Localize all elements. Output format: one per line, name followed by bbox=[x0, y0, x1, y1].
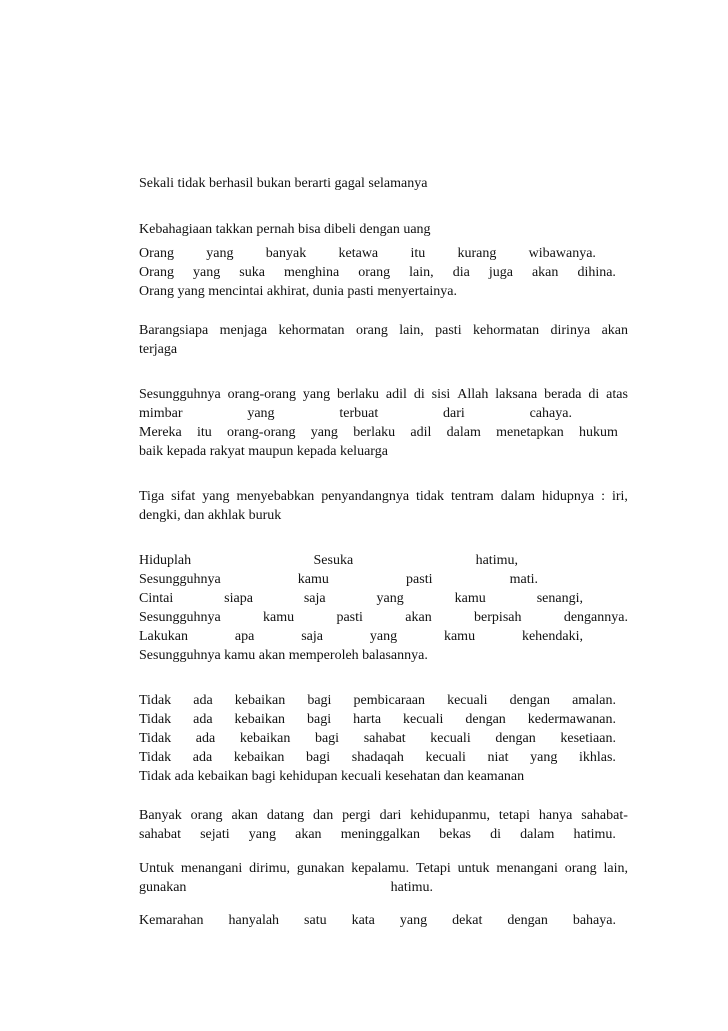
text-line bbox=[139, 912, 616, 932]
word: kamu bbox=[263, 610, 295, 625]
word: hatimu. bbox=[573, 827, 616, 842]
word: lain, bbox=[399, 323, 424, 338]
text-line bbox=[139, 488, 628, 508]
word: Tidak bbox=[139, 750, 172, 765]
word: tetapi bbox=[498, 808, 530, 823]
word: atas bbox=[606, 387, 628, 402]
word: akan bbox=[405, 610, 432, 625]
text-line: Orang yang mencintai akhirat, dunia pasti menyertainya. bbox=[139, 284, 458, 299]
word: akan bbox=[295, 827, 322, 842]
word: sahabat bbox=[363, 731, 406, 746]
word: banyak bbox=[265, 246, 307, 261]
word: menyebabkan bbox=[236, 489, 315, 504]
text-line bbox=[139, 628, 583, 648]
word: shadaqah bbox=[351, 750, 404, 765]
text-line bbox=[139, 879, 433, 899]
word: kebaikan bbox=[234, 712, 286, 727]
word: Sesungguhnya bbox=[139, 610, 221, 625]
text-line bbox=[139, 692, 616, 712]
word: akan bbox=[231, 808, 258, 823]
word: Untuk bbox=[139, 861, 174, 876]
word: apa bbox=[234, 629, 255, 644]
word: menghina bbox=[283, 265, 340, 280]
text-line bbox=[139, 552, 518, 572]
word: dengan bbox=[507, 913, 548, 928]
word: sahabat bbox=[139, 827, 181, 842]
word: yang bbox=[302, 387, 331, 402]
word: saja bbox=[303, 591, 326, 606]
word: bagi bbox=[307, 693, 332, 708]
word: ada bbox=[193, 693, 213, 708]
word: berlaku bbox=[337, 387, 380, 402]
word: Mereka bbox=[139, 425, 182, 440]
word: Kemarahan bbox=[139, 913, 204, 928]
word: yang bbox=[530, 750, 558, 765]
text-line: baik kepada rakyat maupun kepada keluarga bbox=[139, 444, 388, 459]
word: kebaikan bbox=[233, 750, 285, 765]
word: bahaya. bbox=[572, 913, 616, 928]
word: menangani bbox=[180, 861, 243, 876]
word: dirimu, bbox=[249, 861, 291, 876]
word: dan bbox=[313, 808, 334, 823]
word: orang bbox=[190, 808, 223, 823]
word: orang bbox=[564, 861, 597, 876]
word: ada bbox=[193, 712, 213, 727]
text-line bbox=[139, 826, 616, 846]
word: harta bbox=[353, 712, 382, 727]
word: kurang bbox=[457, 246, 497, 261]
word: Orang bbox=[139, 246, 174, 261]
word: lain, bbox=[603, 861, 628, 876]
word: ketawa bbox=[338, 246, 379, 261]
text-line bbox=[139, 322, 628, 342]
text-line: Sesungguhnya kamu akan memperoleh balasannya. bbox=[139, 648, 428, 663]
word: bagi bbox=[306, 750, 331, 765]
word: berpisah bbox=[474, 610, 522, 625]
word: cahaya. bbox=[529, 406, 572, 421]
word: : bbox=[601, 489, 605, 504]
text-line bbox=[139, 264, 616, 284]
word: satu bbox=[304, 913, 327, 928]
word: penyandangnya bbox=[321, 489, 410, 504]
word: hatimu, bbox=[475, 553, 518, 568]
text-line bbox=[139, 711, 616, 731]
text-line bbox=[139, 730, 616, 750]
word: tidak bbox=[416, 489, 445, 504]
text-line bbox=[139, 386, 628, 406]
word: Hiduplah bbox=[139, 553, 192, 568]
word: hanya bbox=[538, 808, 573, 823]
word: datang bbox=[266, 808, 305, 823]
word: sisi bbox=[431, 387, 451, 402]
word: ada bbox=[192, 750, 213, 765]
word: bekas bbox=[439, 827, 472, 842]
word: dengan bbox=[495, 731, 536, 746]
word: siapa bbox=[224, 591, 253, 606]
text-line bbox=[139, 860, 628, 880]
word: Banyak bbox=[139, 808, 182, 823]
word: sahabat- bbox=[581, 808, 628, 823]
word: orang-orang bbox=[227, 387, 296, 402]
text-line bbox=[139, 245, 596, 265]
word: kecuali bbox=[447, 693, 488, 708]
word: Sesungguhnya bbox=[139, 572, 221, 587]
word: kehidupanmu, bbox=[410, 808, 490, 823]
text-line: Tidak ada kebaikan bagi kehidupan kecuali kesehatan dan keamanan bbox=[139, 769, 525, 784]
word: kecuali bbox=[403, 712, 444, 727]
word: Tidak bbox=[139, 693, 172, 708]
word: pasti bbox=[336, 610, 363, 625]
word: dengannya. bbox=[563, 610, 628, 625]
word: saja bbox=[301, 629, 323, 644]
word: Cintai bbox=[139, 591, 174, 606]
word: dalam bbox=[520, 827, 555, 842]
word: kata bbox=[351, 913, 375, 928]
word: dari bbox=[379, 808, 402, 823]
word: menangani bbox=[496, 861, 558, 876]
word: yang bbox=[248, 827, 276, 842]
word: berlaku bbox=[353, 425, 396, 440]
word: dengan bbox=[509, 693, 550, 708]
word: adil bbox=[410, 425, 432, 440]
word: menetapkan bbox=[496, 425, 564, 440]
word: itu bbox=[197, 425, 212, 440]
text-line: Kebahagiaan takkan pernah bisa dibeli dengan uang bbox=[139, 222, 431, 237]
word: pasti bbox=[435, 323, 462, 338]
word: yang bbox=[206, 246, 234, 261]
word: kepalamu. bbox=[351, 861, 410, 876]
word: bagi bbox=[314, 731, 340, 746]
word: kamu bbox=[443, 629, 476, 644]
word: suka bbox=[239, 265, 265, 280]
word: yang bbox=[193, 265, 221, 280]
word: adil bbox=[385, 387, 407, 402]
word: dengan bbox=[465, 712, 506, 727]
word: hukum bbox=[579, 425, 618, 440]
word: yang bbox=[369, 629, 398, 644]
word: gunakan bbox=[139, 880, 187, 895]
word: ikhlas. bbox=[578, 750, 616, 765]
word: Sesungguhnya bbox=[139, 387, 221, 402]
text-line bbox=[139, 424, 618, 444]
word: kebaikan bbox=[239, 731, 291, 746]
text-line bbox=[139, 609, 628, 629]
word: yang bbox=[202, 489, 230, 504]
word: Tetapi bbox=[416, 861, 451, 876]
word: meninggalkan bbox=[340, 827, 420, 842]
word: sifat bbox=[171, 489, 196, 504]
word: iri, bbox=[611, 489, 628, 504]
word: Allah bbox=[457, 387, 489, 402]
word: yang bbox=[247, 406, 275, 421]
word: Sesuka bbox=[313, 553, 354, 568]
word: bagi bbox=[307, 712, 332, 727]
word: kehormatan bbox=[278, 323, 345, 338]
text-line: terjaga bbox=[139, 342, 178, 357]
word: kesetiaan. bbox=[560, 731, 616, 746]
word: Tiga bbox=[139, 489, 165, 504]
word: pergi bbox=[342, 808, 371, 823]
text-line: Sekali tidak berhasil bukan berarti gagal selamanya bbox=[139, 176, 428, 191]
word: kehendaki, bbox=[521, 629, 583, 644]
word: orang bbox=[355, 323, 388, 338]
word: kamu bbox=[454, 591, 486, 606]
text-line bbox=[139, 749, 616, 769]
word: dalam bbox=[446, 425, 481, 440]
word: yang bbox=[399, 913, 428, 928]
word: juga bbox=[488, 265, 513, 280]
word: dari bbox=[443, 406, 465, 421]
text-line bbox=[139, 590, 583, 610]
text-line bbox=[139, 405, 572, 425]
word: orang-orang bbox=[227, 425, 296, 440]
word: orang bbox=[358, 265, 391, 280]
word: hatimu. bbox=[390, 880, 433, 895]
word: pembicaraan bbox=[353, 693, 426, 708]
word: dihina. bbox=[577, 265, 616, 280]
word: dalam bbox=[500, 489, 535, 504]
word: dirinya bbox=[550, 323, 591, 338]
word: hidupnya bbox=[541, 489, 595, 504]
word: untuk bbox=[457, 861, 490, 876]
word: lain, bbox=[409, 265, 434, 280]
word: akan bbox=[601, 323, 628, 338]
word: kedermawanan. bbox=[527, 712, 616, 727]
word: di bbox=[413, 387, 425, 402]
word: itu bbox=[410, 246, 426, 261]
word: Tidak bbox=[139, 712, 172, 727]
word: ada bbox=[195, 731, 216, 746]
word: terbuat bbox=[339, 406, 379, 421]
word: akan bbox=[531, 265, 559, 280]
word: yang bbox=[376, 591, 404, 606]
word: di bbox=[588, 387, 600, 402]
word: kehormatan bbox=[473, 323, 540, 338]
word: berada bbox=[544, 387, 582, 402]
word: dia bbox=[452, 265, 470, 280]
word: laksana bbox=[495, 387, 538, 402]
word: hanyalah bbox=[228, 913, 280, 928]
word: Orang bbox=[139, 265, 174, 280]
word: gunakan bbox=[296, 861, 345, 876]
text-line: dengki, dan akhlak buruk bbox=[139, 508, 282, 523]
word: Tidak bbox=[139, 731, 172, 746]
word: kebaikan bbox=[234, 693, 286, 708]
word: menjaga bbox=[219, 323, 268, 338]
text-line bbox=[139, 807, 628, 827]
word: tentram bbox=[451, 489, 494, 504]
word: amalan. bbox=[572, 693, 616, 708]
word: kamu bbox=[297, 572, 329, 587]
word: sejati bbox=[200, 827, 230, 842]
word: Barangsiapa bbox=[139, 323, 209, 338]
word: mimbar bbox=[139, 406, 183, 421]
word: dekat bbox=[452, 913, 483, 928]
word: Lakukan bbox=[139, 629, 188, 644]
word: mati. bbox=[509, 572, 538, 587]
word: yang bbox=[310, 425, 338, 440]
word: niat bbox=[487, 750, 509, 765]
word: kecuali bbox=[430, 731, 471, 746]
word: di bbox=[490, 827, 502, 842]
word: pasti bbox=[406, 572, 433, 587]
text-line bbox=[139, 571, 538, 591]
word: wibawanya. bbox=[528, 246, 596, 261]
word: senangi, bbox=[536, 591, 583, 606]
word: kecuali bbox=[425, 750, 466, 765]
